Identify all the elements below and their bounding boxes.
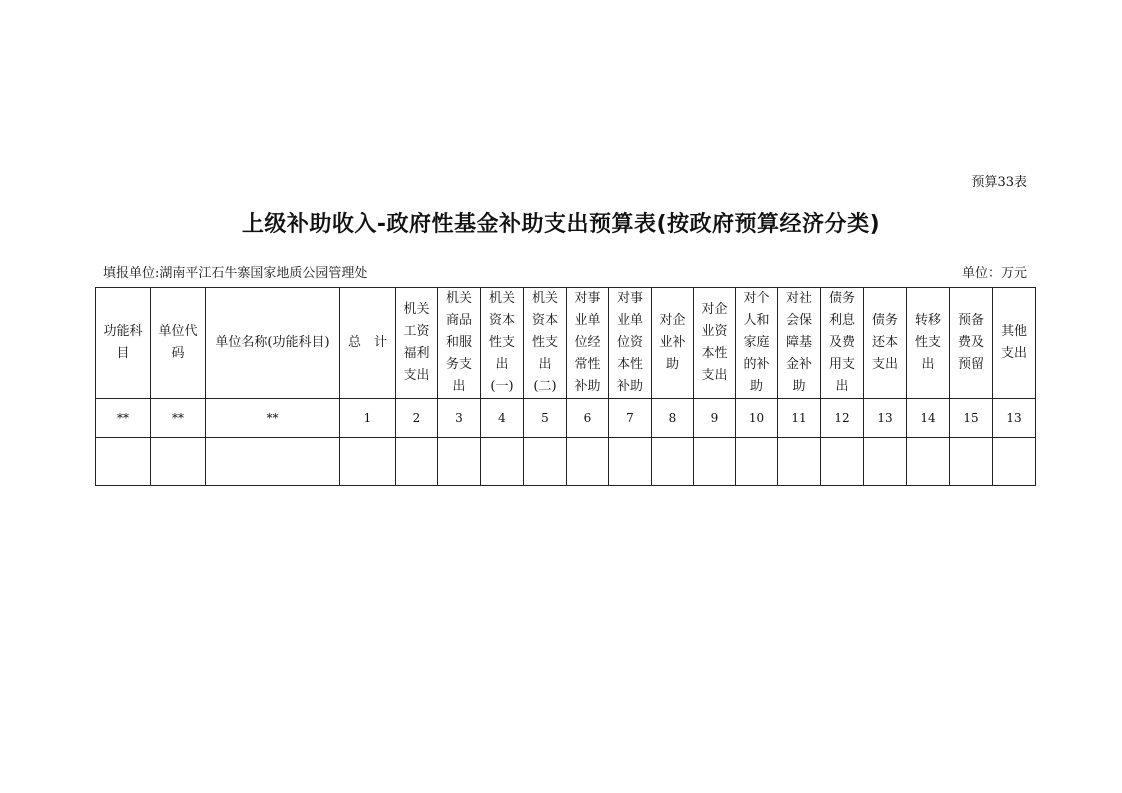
table-code-row — [96, 399, 1036, 438]
table-cell — [567, 438, 609, 486]
column-header — [96, 288, 151, 399]
column-header-line: 出 — [495, 357, 509, 372]
page-title: 上级补助收入-政府性基金补助支出预算表(按政府预算经济分类) — [241, 212, 881, 237]
table-cell — [993, 438, 1036, 486]
table-header-row — [96, 288, 1036, 399]
column-header-line: 转移 — [914, 313, 941, 328]
column-header-line: 助 — [749, 379, 763, 394]
column-header-line: 支出 — [1000, 346, 1027, 361]
column-header-line: 资本 — [488, 313, 515, 328]
column-header-line: 目 — [116, 346, 130, 361]
column-header-line: 单位代 — [158, 324, 198, 339]
column-header-line: 及费 — [828, 335, 855, 350]
column-header-line: 位经 — [574, 335, 601, 350]
column-header-line: 业资 — [701, 324, 728, 339]
column-code-cell: ** — [96, 399, 151, 438]
column-header — [609, 288, 652, 399]
column-header-line: 单位名称(功能科目) — [215, 335, 330, 350]
column-code-cell: 13 — [993, 399, 1036, 438]
table-number: 预算33表 — [971, 175, 1027, 190]
column-header-line: 福利 — [403, 346, 430, 361]
column-header-line: 对企 — [659, 313, 686, 328]
column-header-line: 性支 — [914, 335, 941, 350]
table-cell — [864, 438, 907, 486]
column-code-cell: ** — [206, 399, 340, 438]
column-code-cell: 4 — [481, 399, 524, 438]
currency-unit: 单位：万元 — [961, 266, 1027, 281]
column-code-cell: 2 — [396, 399, 438, 438]
column-code-cell: 6 — [567, 399, 609, 438]
table-cell — [340, 438, 396, 486]
column-header-line: 支出 — [871, 357, 898, 372]
table-cell — [950, 438, 993, 486]
column-code-cell: 12 — [821, 399, 864, 438]
column-code-cell: 13 — [864, 399, 907, 438]
table-cell — [652, 438, 694, 486]
column-header-line: 障基 — [785, 335, 812, 350]
column-header-line: 功能科 — [103, 324, 143, 339]
column-header-line: 本性 — [701, 346, 728, 361]
column-header — [396, 288, 438, 399]
table-cell — [396, 438, 438, 486]
column-header — [481, 288, 524, 399]
column-header-line: 性支 — [531, 335, 558, 350]
column-header-line: 利息 — [828, 313, 855, 328]
column-header-line: 对社 — [785, 291, 812, 306]
column-code-cell: 7 — [609, 399, 652, 438]
column-header-line: 机关 — [403, 302, 430, 317]
column-header — [950, 288, 993, 399]
column-header-line: 会保 — [785, 313, 812, 328]
column-header-line: 业补 — [659, 335, 686, 350]
column-header — [778, 288, 821, 399]
table-cell — [778, 438, 821, 486]
column-header — [736, 288, 778, 399]
column-header — [206, 288, 340, 399]
table-row — [96, 438, 1036, 486]
column-header-line: 总 计 — [347, 335, 387, 350]
column-header-line: 的补 — [743, 357, 770, 372]
column-header-line: 常性 — [574, 357, 601, 372]
column-header-line: 机关 — [531, 291, 558, 306]
table-cell — [694, 438, 736, 486]
column-header-line: 出 — [835, 379, 849, 394]
column-code-cell: 11 — [778, 399, 821, 438]
column-header-line: 本性 — [616, 357, 643, 372]
table-cell — [907, 438, 950, 486]
table-cell — [151, 438, 206, 486]
column-header-line: 出 — [921, 357, 935, 372]
table-cell — [524, 438, 567, 486]
column-header — [652, 288, 694, 399]
column-header — [524, 288, 567, 399]
column-header-line: 工资 — [403, 324, 430, 339]
table-cell — [821, 438, 864, 486]
column-header-line: 对事 — [574, 291, 601, 306]
column-header — [907, 288, 950, 399]
column-header-line: 出 — [452, 379, 466, 394]
column-header-line: (一) — [490, 379, 514, 394]
column-header-line: 支出 — [701, 368, 728, 383]
column-header-line: 助 — [665, 357, 679, 372]
column-header-line: 补助 — [574, 379, 601, 394]
column-header-line: 对个 — [743, 291, 770, 306]
column-header-line: 对企 — [701, 302, 728, 317]
table-cell — [481, 438, 524, 486]
column-code-cell: 9 — [694, 399, 736, 438]
column-code-cell: 8 — [652, 399, 694, 438]
column-header-line: 对事 — [616, 291, 643, 306]
column-header-line: 预备 — [957, 313, 984, 328]
column-code-cell: 10 — [736, 399, 778, 438]
column-header-line: 补助 — [616, 379, 643, 394]
column-code-cell: 3 — [438, 399, 481, 438]
column-header-line: 和服 — [445, 335, 472, 350]
column-header-line: 还本 — [871, 335, 898, 350]
column-code-cell: ** — [151, 399, 206, 438]
column-header-line: 其他 — [1000, 324, 1027, 339]
table-cell — [609, 438, 652, 486]
column-code-cell: 14 — [907, 399, 950, 438]
budget-table — [95, 287, 1036, 486]
column-header — [821, 288, 864, 399]
column-header — [694, 288, 736, 399]
column-header-line: 出 — [538, 357, 552, 372]
column-header-line: 务支 — [445, 357, 472, 372]
column-header — [864, 288, 907, 399]
column-header — [438, 288, 481, 399]
column-header-line: 预留 — [957, 357, 984, 372]
column-header-line: 支出 — [403, 368, 430, 383]
column-header-line: (二) — [533, 379, 557, 394]
table-cell — [438, 438, 481, 486]
column-header-line: 助 — [792, 379, 806, 394]
column-header-line: 机关 — [488, 291, 515, 306]
column-header-line: 位资 — [616, 335, 643, 350]
column-code-cell: 1 — [340, 399, 396, 438]
column-header-line: 码 — [171, 346, 185, 361]
column-header-line: 用支 — [828, 357, 855, 372]
column-code-cell: 5 — [524, 399, 567, 438]
column-header-line: 人和 — [743, 313, 770, 328]
column-header-line: 资本 — [531, 313, 558, 328]
column-header-line: 业单 — [616, 313, 643, 328]
column-header — [151, 288, 206, 399]
column-header-line: 性支 — [488, 335, 515, 350]
table-cell — [96, 438, 151, 486]
table-cell — [736, 438, 778, 486]
column-header-line: 债务 — [828, 291, 855, 306]
column-header-line: 机关 — [445, 291, 472, 306]
column-code-cell: 15 — [950, 399, 993, 438]
column-header — [993, 288, 1036, 399]
column-header-line: 家庭 — [743, 335, 770, 350]
column-header — [567, 288, 609, 399]
column-header — [340, 288, 396, 399]
column-header-line: 费及 — [957, 335, 984, 350]
column-header-line: 金补 — [785, 357, 812, 372]
column-header-line: 业单 — [574, 313, 601, 328]
column-header-line: 商品 — [445, 313, 472, 328]
column-header-line: 债务 — [871, 313, 898, 328]
table-cell — [206, 438, 340, 486]
filing-unit: 填报单位:湖南平江石牛寨国家地质公园管理处 — [103, 266, 368, 281]
